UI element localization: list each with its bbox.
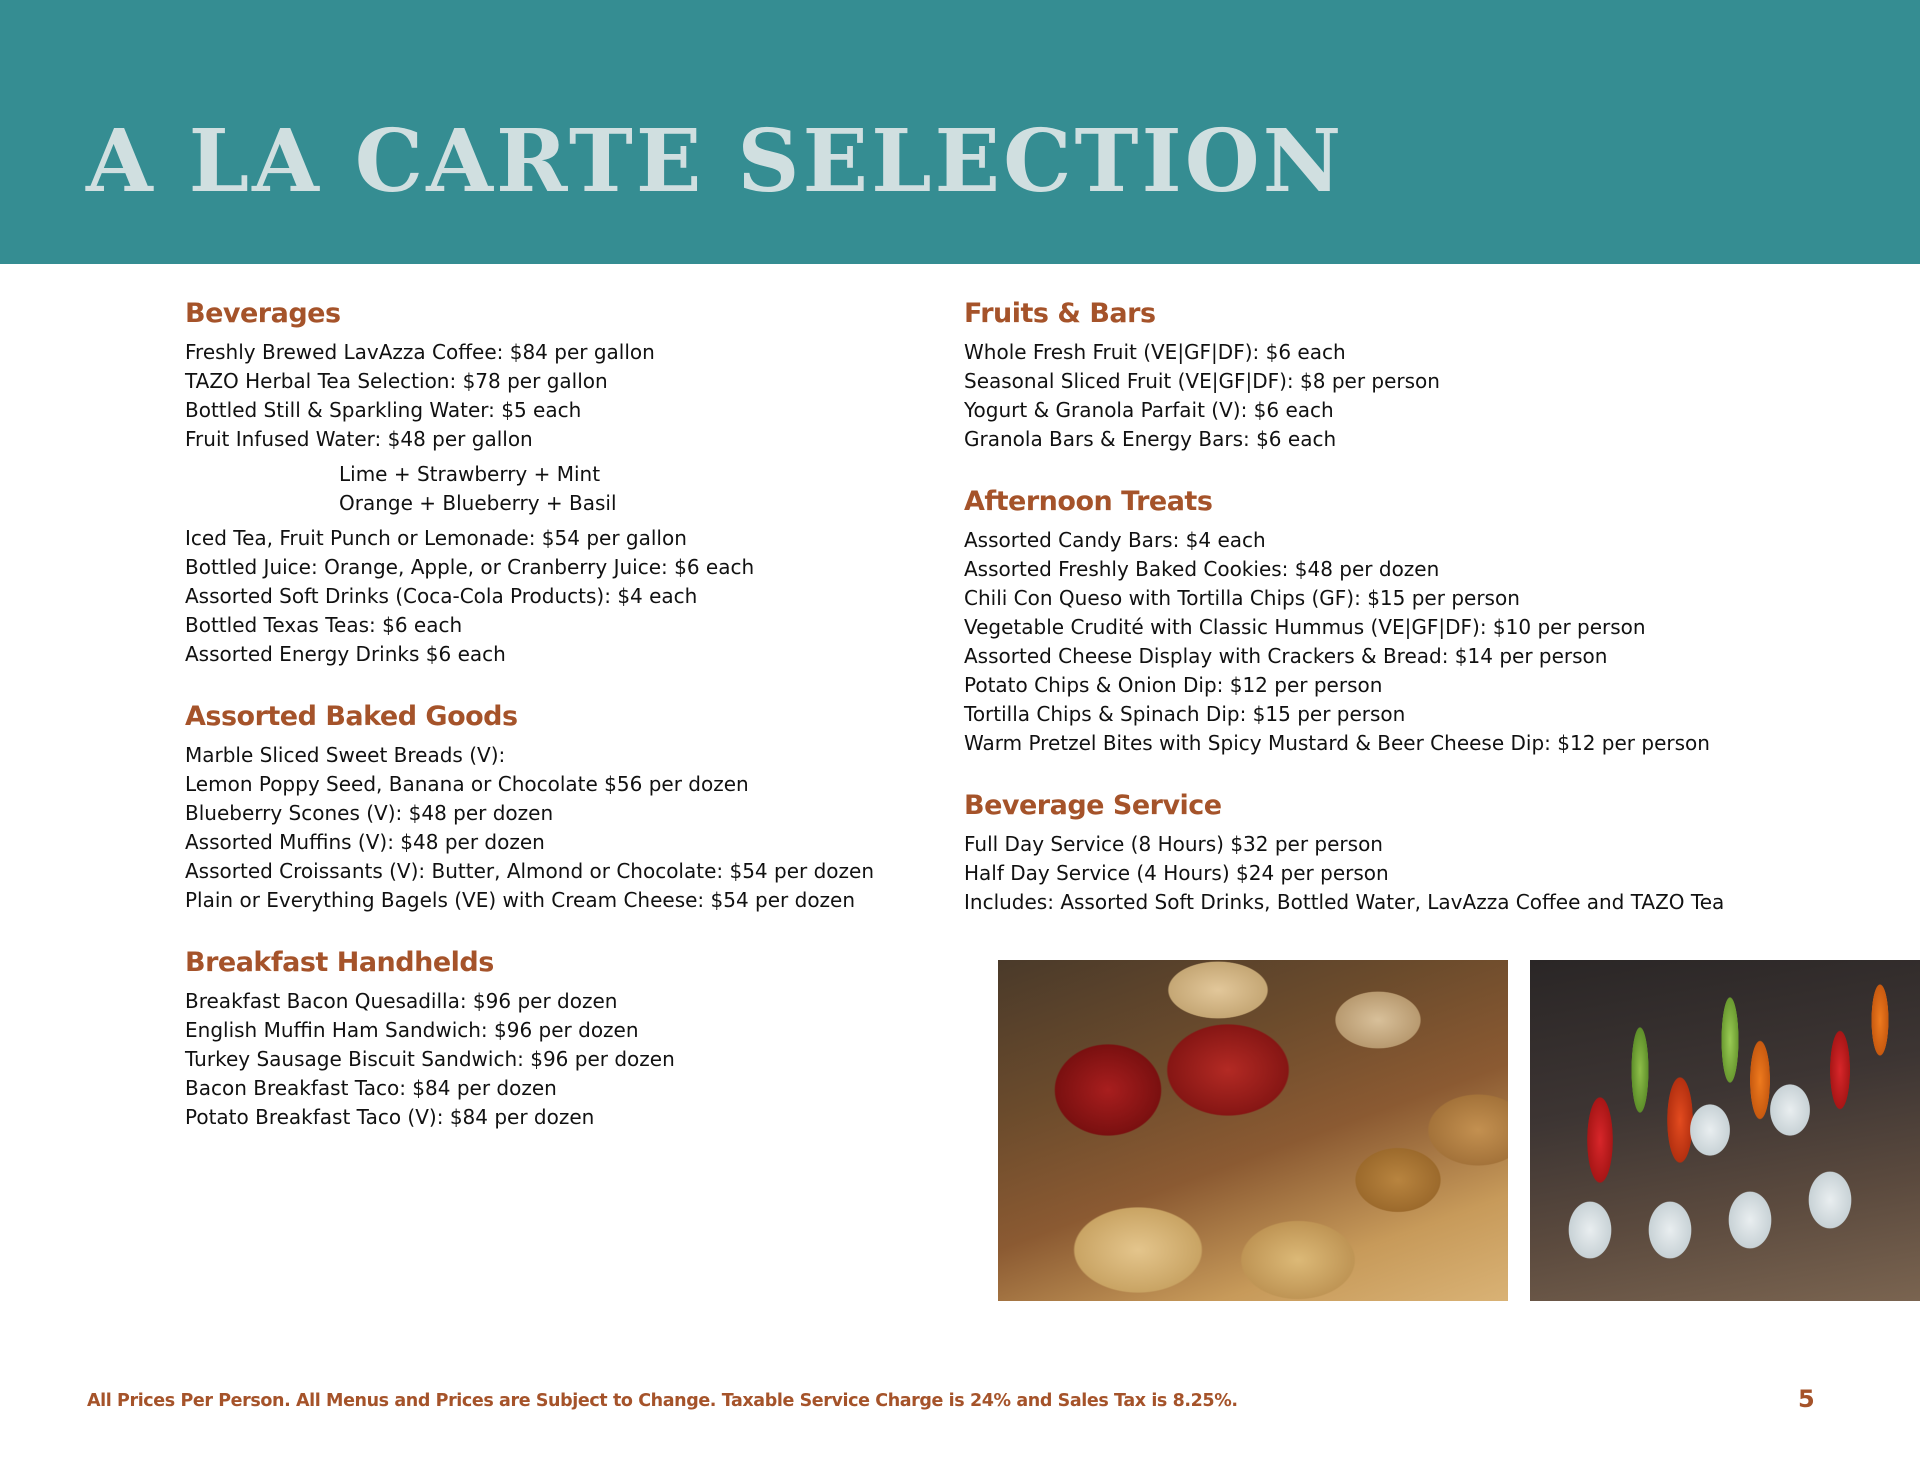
- menu-item: Blueberry Scones (V): $48 per dozen: [185, 801, 554, 825]
- header-banner: [0, 0, 1920, 264]
- section-heading: Fruits & Bars: [964, 298, 1156, 329]
- left-column: [185, 296, 945, 1162]
- menu-item: Bottled Juice: Orange, Apple, or Cranberry Juice: $6 each: [185, 555, 755, 579]
- section-fruits-and-bars: [964, 296, 1904, 454]
- menu-item: Bacon Breakfast Taco: $84 per dozen: [185, 1076, 557, 1100]
- menu-item: Warm Pretzel Bites with Spicy Mustard & Beer Cheese Dip: $12 per person: [964, 731, 1710, 755]
- page-number: 5: [1798, 1385, 1815, 1413]
- menu-sub-item: Orange + Blueberry + Basil: [339, 491, 617, 515]
- menu-item: Breakfast Bacon Quesadilla: $96 per dozen: [185, 989, 618, 1013]
- section-beverages: [185, 296, 945, 669]
- pastries-photo: [998, 960, 1508, 1301]
- menu-item: Potato Chips & Onion Dip: $12 per person: [964, 673, 1383, 697]
- section-breakfast-handhelds: [185, 945, 945, 1132]
- menu-item: Full Day Service (8 Hours) $32 per person: [964, 832, 1383, 856]
- menu-item: Whole Fresh Fruit (VE|GF|DF): $6 each: [964, 340, 1346, 364]
- menu-item: Turkey Sausage Biscuit Sandwich: $96 per dozen: [185, 1047, 675, 1071]
- menu-item: Freshly Brewed LavAzza Coffee: $84 per gallon: [185, 340, 655, 364]
- menu-item: Granola Bars & Energy Bars: $6 each: [964, 427, 1337, 451]
- menu-item: Iced Tea, Fruit Punch or Lemonade: $54 per gallon: [185, 526, 687, 550]
- menu-item: Bottled Texas Teas: $6 each: [185, 613, 463, 637]
- menu-sub-item: Lime + Strawberry + Mint: [339, 462, 601, 486]
- menu-item: Assorted Soft Drinks (Coca-Cola Products): $4 each: [185, 584, 698, 608]
- menu-item: Seasonal Sliced Fruit (VE|GF|DF): $8 per person: [964, 369, 1440, 393]
- menu-item: Marble Sliced Sweet Breads (V):: [185, 743, 506, 767]
- menu-item: Assorted Muffins (V): $48 per dozen: [185, 830, 545, 854]
- section-heading: Beverages: [185, 298, 341, 329]
- menu-item: Assorted Candy Bars: $4 each: [964, 528, 1266, 552]
- menu-item: Potato Breakfast Taco (V): $84 per dozen: [185, 1105, 595, 1129]
- section-heading: Breakfast Handhelds: [185, 947, 494, 978]
- vegetable-crudite-photo: [1530, 960, 1920, 1301]
- menu-item: Vegetable Crudité with Classic Hummus (VE|GF|DF): $10 per person: [964, 615, 1646, 639]
- menu-item: TAZO Herbal Tea Selection: $78 per gallon: [185, 369, 608, 393]
- menu-item: Plain or Everything Bagels (VE) with Cream Cheese: $54 per dozen: [185, 888, 856, 912]
- section-heading: Afternoon Treats: [964, 486, 1213, 517]
- section-assorted-baked-goods: [185, 699, 945, 915]
- menu-item: Bottled Still & Sparkling Water: $5 each: [185, 398, 582, 422]
- menu-item: Tortilla Chips & Spinach Dip: $15 per person: [964, 702, 1406, 726]
- menu-item: English Muffin Ham Sandwich: $96 per dozen: [185, 1018, 639, 1042]
- page-title: A LA CARTE SELECTION: [86, 111, 1345, 212]
- menu-item: Assorted Cheese Display with Crackers & Bread: $14 per person: [964, 644, 1608, 668]
- menu-item: Chili Con Queso with Tortilla Chips (GF): $15 per person: [964, 586, 1520, 610]
- menu-item: Assorted Freshly Baked Cookies: $48 per dozen: [964, 557, 1440, 581]
- menu-item: Half Day Service (4 Hours) $24 per person: [964, 861, 1389, 885]
- right-column: [964, 296, 1904, 947]
- footer-note: All Prices Per Person. All Menus and Prices are Subject to Change. Taxable Service Charge is 24% and Sales Tax is 8.25%.: [87, 1391, 1238, 1411]
- section-afternoon-treats: [964, 484, 1904, 758]
- menu-item: Includes: Assorted Soft Drinks, Bottled Water, LavAzza Coffee and TAZO Tea: [964, 890, 1725, 914]
- menu-item: Fruit Infused Water: $48 per gallon: [185, 427, 533, 451]
- menu-item: Assorted Croissants (V): Butter, Almond or Chocolate: $54 per dozen: [185, 859, 875, 883]
- menu-item: Yogurt & Granola Parfait (V): $6 each: [964, 398, 1334, 422]
- section-beverage-service: [964, 788, 1904, 917]
- menu-item: Assorted Energy Drinks $6 each: [185, 642, 506, 666]
- section-heading: Beverage Service: [964, 790, 1222, 821]
- menu-item: Lemon Poppy Seed, Banana or Chocolate $56 per dozen: [185, 772, 749, 796]
- section-heading: Assorted Baked Goods: [185, 701, 518, 732]
